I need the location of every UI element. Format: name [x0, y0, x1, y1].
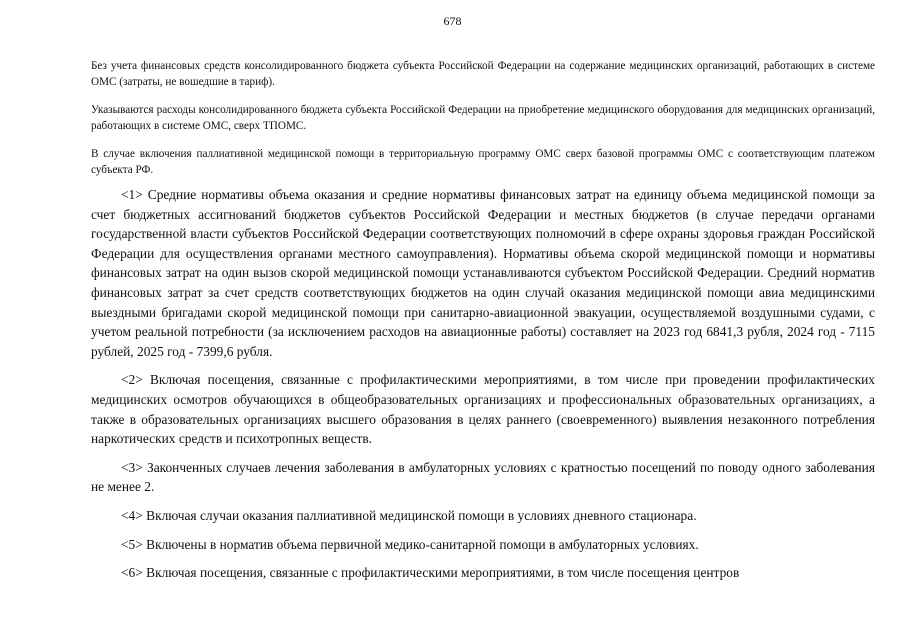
footnotes — [91, 58, 875, 190]
paragraph-note-5: <5> Включены в норматив объема первичной медико-санитарной помощи в амбулаторных условиях. — [121, 536, 699, 552]
footnote: Без учета финансовых средств консолидированного бюджета субъекта Российской Федерации на содержание медицинских организаций, работающих в системе ОМС (затраты, не вошедшие в тариф). — [91, 60, 875, 88]
paragraph-note-4: <4> Включая случаи оказания паллиативной медицинской помощи в условиях дневного стационара. — [121, 507, 697, 523]
page-number: 678 — [443, 14, 462, 28]
paragraph-note-6: <6> Включая посещения, связанные с профилактическими мероприятиями, в том числе посещения центров — [121, 565, 740, 581]
paragraph-note-1: <1> Средние нормативы объема оказания и средние нормативы финансовых затрат на единицу объема медицинской помощи за счет бюджетных ассигнований бюджетов субъектов Российской Федерации и местных бюджетов (в случае передачи органами государственной власти субъектов Российской Федерации соответствующих полномочий в сфере охраны здоровья граждан Российской Федерации для осуществления органами местного самоуправления). Нормативы объема скорой медицинской помощи и нормативы финансовых затрат на один вызов скорой медицинской помощи устанавливаются субъектом Российской Федерации. Средний норматив финансовых затрат за счет средств соответствующих бюджетов на один случай оказания медицинской помощи авиа медицинскими выездными бригадами скорой медицинской помощи при санитарно-авиационной эвакуации, осуществляемой воздушными судами, с учетом реальной потребности (за исключением расходов на авиационные работы) составляет на 2023 год 6841,3 рубля, 2024 год - 7115 рублей, 2025 год - 7399,6 рубля. — [91, 187, 875, 359]
main-text — [91, 185, 875, 592]
footnote: В случае включения паллиативной медицинской помощи в территориальную программу ОМС сверх базовой программы ОМС с соответствующим платежом субъекта РФ. — [91, 148, 875, 176]
footnote: Указываются расходы консолидированного бюджета субъекта Российской Федерации на приобретение медицинского оборудования для медицинских организаций, работающих в системе ОМС, сверх ТПОМС. — [91, 104, 875, 132]
paragraph-note-3: <3> Законченных случаев лечения заболевания в амбулаторных условиях с кратностью посещений по поводу одного заболевания не менее 2. — [91, 459, 875, 495]
paragraph-note-2: <2> Включая посещения, связанные с профилактическими мероприятиями, в том числе при проведении профилактических медицинских осмотров обучающихся в общеобразовательных организациях и профессиональных образовательных организациях, а также в образовательных организациях высшего образования в целях раннего (своевременного) выявления незаконного потребления наркотических средств и психотропных веществ. — [91, 372, 875, 447]
